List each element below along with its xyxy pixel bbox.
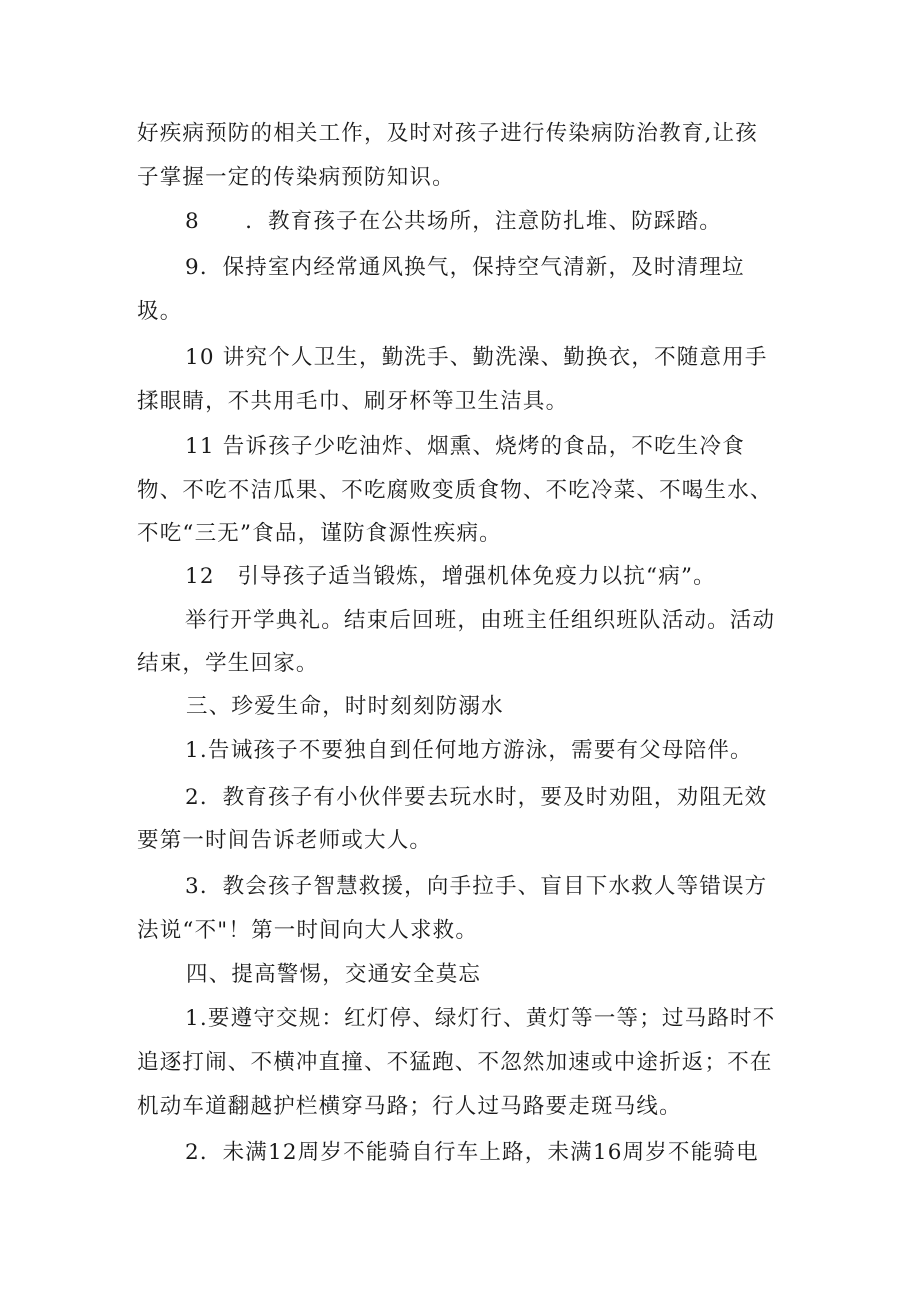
- paragraph-line: 子掌握一定的传染病预防知识。: [137, 165, 455, 190]
- paragraph-line: 结束，学生回家。: [137, 651, 319, 676]
- list-item-1: 1.告诫孩子不要独自到任何地方游泳，需要有父母陪伴。: [185, 738, 753, 763]
- list-item-2: 2．未满12周岁不能骑自行车上路，未满16周岁不能骑电: [185, 1140, 759, 1165]
- paragraph-line: 追逐打闹、不横冲直撞、不猛跑、不忽然加速或中途折返；不在: [137, 1050, 773, 1075]
- paragraph-line: 物、不吃不洁瓜果、不吃腐败变质食物、不吃冷菜、不喝生水、: [137, 478, 773, 503]
- paragraph-line: 举行开学典礼。结束后回班，由班主任组织班队活动。活动: [185, 608, 776, 633]
- list-item-12: 12 引导孩子适当锻炼，增强机体免疫力以抗“病”。: [185, 564, 716, 589]
- list-item-3: 3．教会孩子智慧救援，向手拉手、盲目下水救人等错误方: [185, 874, 768, 899]
- list-item-2: 2．教育孩子有小伙伴要去玩水时，要及时劝阻，劝阻无效: [185, 785, 768, 810]
- paragraph-line: 要第一时间告诉老师或大人。: [137, 828, 433, 853]
- paragraph-line: 圾。: [137, 299, 183, 324]
- paragraph-line: 法说“不"！第一时间向大人求救。: [137, 918, 479, 943]
- section-heading-3: 三、珍爱生命，时时刻刻防溺水: [186, 694, 504, 719]
- list-item-1: 1.要遵守交规：红灯停、绿灯行、黄灯等一等；过马路时不: [185, 1006, 776, 1031]
- paragraph-line: 机动车道翻越护栏横穿马路；行人过马路要走斑马线。: [137, 1094, 682, 1119]
- paragraph-line: 好疾病预防的相关工作，及时对孩子进行传染病防治教育,让孩: [137, 121, 758, 146]
- list-item-10: 10 讲究个人卫生，勤洗手、勤洗澡、勤换衣，不随意用手: [185, 345, 768, 370]
- section-heading-4: 四、提高警惕，交通安全莫忘: [186, 962, 482, 987]
- list-item-11: 11 告诉孩子少吃油炸、烟熏、烧烤的食品，不吃生冷食: [185, 434, 745, 459]
- paragraph-line: 不吃“三无”食品，谨防食源性疾病。: [137, 521, 502, 546]
- list-item-9: 9．保持室内经常通风换气，保持空气清新，及时清理垃: [185, 255, 745, 280]
- paragraph-line: 揉眼睛，不共用毛巾、刷牙杯等卫生洁具。: [137, 389, 569, 414]
- list-item-8: 8 ．教育孩子在公共场所，注意防扎堆、防踩踏。: [185, 209, 722, 234]
